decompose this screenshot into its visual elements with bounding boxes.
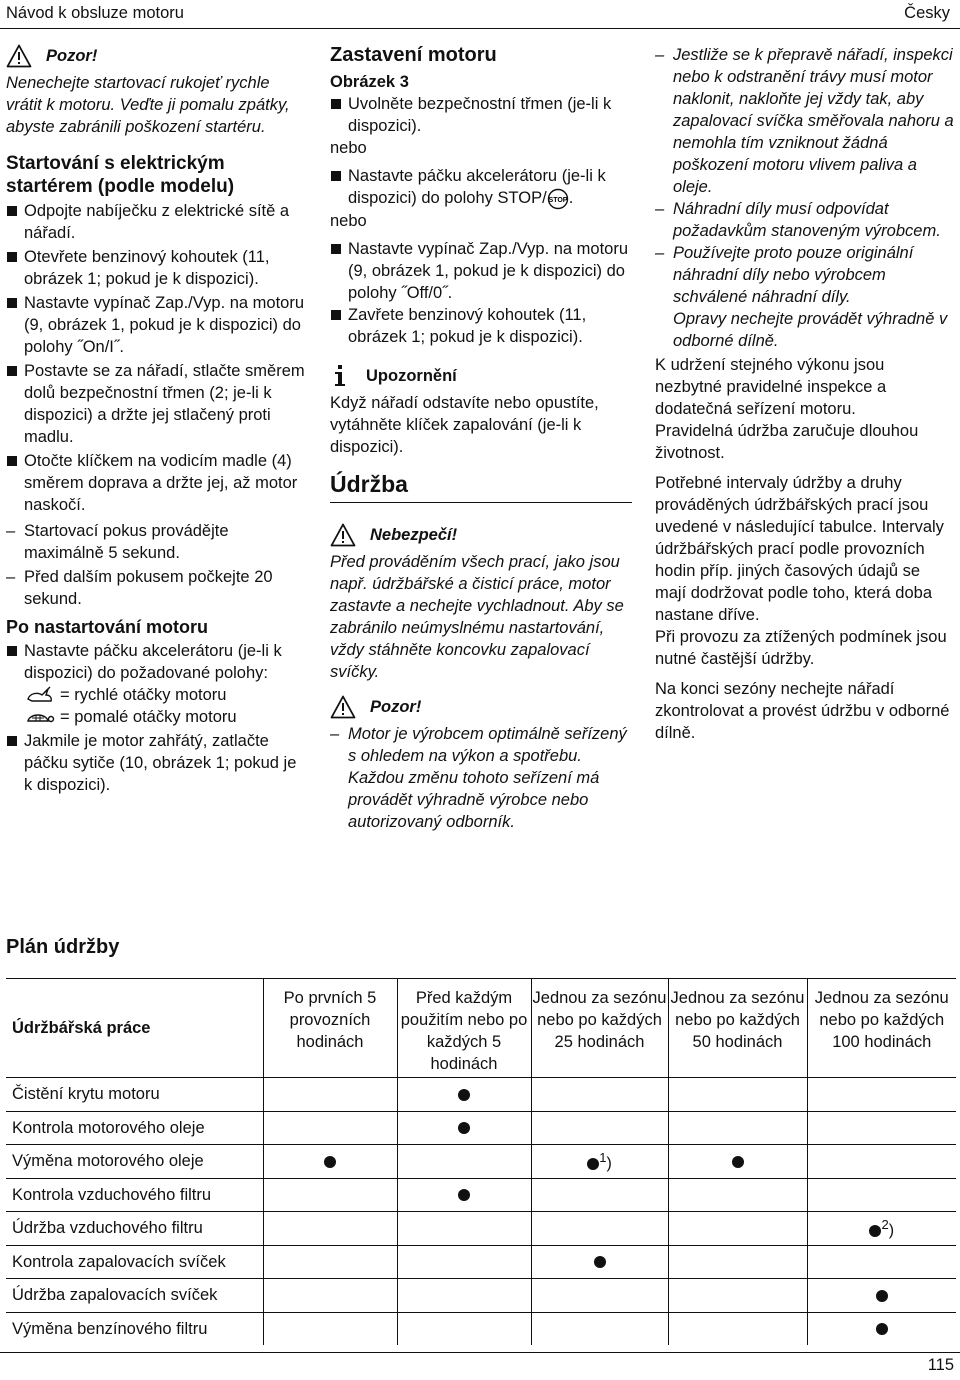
interval-cell	[263, 1178, 397, 1212]
table-row	[6, 1212, 956, 1246]
interval-cell	[397, 1111, 531, 1145]
danger-heading	[330, 523, 632, 547]
column-right	[655, 44, 955, 744]
interval-cell	[263, 1111, 397, 1145]
caution-text: Nenechejte startovací rukojeť rychle vrátit k motoru. Veďte ji pomalu zpátky, abyste zabránili poškození startéru.	[6, 74, 290, 136]
svg-text:STOP: STOP	[548, 196, 568, 204]
note-heading	[330, 364, 632, 388]
info-icon	[330, 364, 350, 388]
step-close-fuel-tap: Zavřete benzinový kohoutek (11, obrázek 1; pokud je k dispozici).	[330, 304, 632, 348]
table-row	[6, 1111, 956, 1145]
stop-engine-heading: Zastavení motoru	[330, 44, 497, 66]
interval-cell	[807, 1111, 956, 1145]
footnote-paren: )	[888, 1222, 895, 1240]
para-harsh-conditions: Při provozu za ztížených podmínek jsou nutné častější údržby.	[655, 628, 947, 668]
maintenance-heading-rule	[330, 502, 632, 503]
task-name: Kontrola motorového oleje	[6, 1111, 263, 1145]
fast-speed-row	[6, 684, 306, 706]
required-dot-icon	[594, 1256, 606, 1268]
note-repairs: Opravy nechejte provádět výhradně v odborné dílně.	[673, 310, 948, 350]
footnote-marker: 2	[881, 1217, 889, 1233]
task-name: Výměna motorového oleje	[6, 1145, 263, 1179]
fast-speed-label: = rychlé otáčky motoru	[60, 686, 227, 704]
para-lifetime: Pravidelná údržba zaručuje dlouhou životnost.	[655, 422, 919, 462]
danger-text: Před prováděním všech prací, jako jsou např. údržbářské a čisticí práce, motor zastavte a nechejte vychladnout. Aby se zabránilo neúmyslnému nastartování, vždy stáhněte koncovku zapalovací svíčky.	[330, 552, 624, 681]
interval-cell	[263, 1078, 397, 1112]
note-original-parts: – Používejte proto pouze originální náhradní díly nebo výrobcem schválené náhradní díly.	[655, 242, 955, 308]
danger-title: Nebezpečí!	[370, 525, 458, 544]
table-row	[6, 1145, 956, 1179]
task-name: Kontrola vzduchového filtru	[6, 1178, 263, 1212]
maintenance-plan-title: Plán údržby	[6, 936, 120, 958]
interval-cell	[531, 1245, 668, 1279]
interval-cell	[531, 1078, 668, 1112]
interval-cell	[531, 1279, 668, 1313]
caution-triangle-icon	[330, 695, 356, 719]
interval-cell	[807, 1312, 956, 1345]
table-row	[6, 1078, 956, 1112]
maintenance-table	[6, 978, 956, 1345]
step-throttle-stop-end: .	[568, 189, 574, 207]
step-set-throttle: Nastavte páčku akcelerátoru (je-li k dispozici) do požadované polohy:	[6, 640, 306, 684]
caution-title: Pozor!	[46, 47, 98, 65]
interval-cell	[807, 1078, 956, 1112]
footer-divider	[0, 1352, 960, 1353]
stop-icon	[547, 188, 569, 210]
interval-cell	[531, 1178, 668, 1212]
step-release-bail: Uvolněte bezpečnostní třmen (je-li k dispozici).	[330, 93, 632, 137]
interval-cell	[668, 1245, 807, 1279]
note-text: Když nářadí odstavíte nebo opustíte, vytáhněte klíček zapalování (je-li k dispozici).	[330, 393, 599, 456]
table-row	[6, 1279, 956, 1313]
caution2-heading	[330, 695, 632, 719]
step-throttle-stop-text: Nastavte páčku akcelerátoru (je-li k dispozici) do polohy STOP/	[348, 167, 606, 207]
step-turn-key: Otočte klíčkem na vodicím madle (4) směrem doprava a držte jej, až motor naskočí.	[6, 450, 306, 516]
required-dot-icon	[458, 1089, 470, 1101]
interval-cell	[397, 1279, 531, 1313]
interval-cell	[263, 1279, 397, 1313]
rabbit-icon	[24, 685, 56, 705]
or-label-1: nebo	[330, 139, 367, 157]
note-title: Upozornění	[366, 366, 457, 385]
interval-cell	[668, 1111, 807, 1145]
interval-cell	[807, 1178, 956, 1212]
interval-header: Jednou za sezónu nebo po každých 100 hodinách	[807, 979, 956, 1078]
interval-cell	[807, 1145, 956, 1179]
para-season-end: Na konci sezóny nechejte nářadí zkontrolovat a provést údržbu v odborné dílně.	[655, 680, 950, 742]
task-name: Výměna benzínového filtru	[12, 1319, 208, 1338]
required-dot-icon	[732, 1156, 744, 1168]
danger-triangle-icon	[330, 523, 356, 547]
caution2-title: Pozor!	[370, 697, 422, 716]
caution2-item-cont: Každou změnu tohoto seřízení má provádět výhradně výrobce nebo autorizovaný odborník.	[348, 768, 600, 831]
interval-cell	[397, 1312, 531, 1345]
interval-cell	[668, 1178, 807, 1212]
interval-cell	[668, 1212, 807, 1246]
warning-triangle-icon	[6, 44, 32, 68]
column-left	[6, 44, 306, 796]
turtle-icon	[24, 707, 56, 727]
slow-speed-label: = pomalé otáčky motoru	[60, 708, 237, 726]
task-name: Údržba zapalovacích svíček	[6, 1279, 263, 1313]
required-dot-icon	[587, 1158, 599, 1170]
table-row	[6, 1178, 956, 1212]
language-label: Česky	[904, 4, 950, 22]
note-wait-time: – Před dalším pokusem počkejte 20 sekund.	[6, 566, 306, 610]
table-row	[6, 1245, 956, 1279]
task-name: Čistění krytu motoru	[6, 1078, 263, 1112]
interval-cell	[807, 1212, 956, 1246]
table-row	[6, 1312, 956, 1345]
interval-cell	[807, 1245, 956, 1279]
task-name: Údržba vzduchového filtru	[6, 1212, 263, 1246]
step-disconnect-charger: Odpojte nabíječku z elektrické sítě a nářadí.	[6, 200, 306, 244]
interval-header: Před každým použitím nebo po každých 5 hodinách	[397, 979, 531, 1078]
slow-speed-row	[6, 706, 306, 728]
interval-header: Jednou za sezónu nebo po každých 50 hodinách	[668, 979, 807, 1078]
interval-cell	[531, 1145, 668, 1179]
interval-header: Po prvních 5 provozních hodinách	[263, 979, 397, 1078]
interval-cell	[531, 1312, 668, 1345]
step-hold-bail: Postavte se za nářadí, stlačte směrem dolů bezpečnostní třmen (2; je-li k dispozici) a držte jej stlačený proti madlu.	[6, 360, 306, 448]
note-spare-parts: – Náhradní díly musí odpovídat požadavkům stanoveným výrobcem.	[655, 198, 955, 242]
page-number: 115	[927, 1356, 954, 1374]
interval-cell	[531, 1212, 668, 1246]
note-tilt-engine: – Jestliže se k přepravě nářadí, inspekci nebo k odstranění trávy musí motor naklonit, nakloňte jej vždy tak, aby zapalovací svíčka směřovala nahoru a nemohla tím vzniknout žádná poškození motoru vlivem paliva a oleje.	[655, 44, 955, 198]
interval-header: Jednou za sezónu nebo po každých 25 hodinách	[531, 979, 668, 1078]
step-switch-on: Nastavte vypínač Zap./Vyp. na motoru (9, obrázek 1, pokud je k dispozici) do polohy ˝On/I˝.	[6, 292, 306, 358]
required-dot-icon	[869, 1225, 881, 1237]
interval-cell	[397, 1145, 531, 1179]
figure-reference: Obrázek 3	[330, 73, 409, 91]
interval-cell	[531, 1111, 668, 1145]
interval-cell	[668, 1312, 807, 1345]
interval-cell	[397, 1212, 531, 1246]
interval-cell	[263, 1245, 397, 1279]
interval-cell	[668, 1279, 807, 1313]
interval-cell	[397, 1178, 531, 1212]
interval-cell	[397, 1245, 531, 1279]
step-throttle-stop	[330, 165, 632, 210]
note-start-duration: – Startovací pokus provádějte maximálně 5 sekund.	[6, 520, 306, 564]
interval-cell	[263, 1212, 397, 1246]
column-middle	[330, 44, 632, 833]
interval-cell	[807, 1279, 956, 1313]
footnote-paren: )	[606, 1155, 612, 1173]
required-dot-icon	[458, 1189, 470, 1201]
interval-cell	[263, 1145, 397, 1179]
required-dot-icon	[458, 1122, 470, 1134]
step-open-fuel-tap: Otevřete benzinový kohoutek (11, obrázek 1; pokud je k dispozici).	[6, 246, 306, 290]
interval-cell	[668, 1145, 807, 1179]
task-column-header: Údržbářská práce	[6, 979, 263, 1078]
after-start-heading: Po nastartování motoru	[6, 617, 209, 637]
or-label-2: nebo	[330, 211, 367, 230]
required-dot-icon	[324, 1156, 336, 1168]
interval-cell	[668, 1078, 807, 1112]
footnote-marker: 1	[599, 1150, 607, 1166]
maintenance-heading: Údržba	[330, 470, 408, 497]
caution2-item: – Motor je výrobcem optimálně seřízený s ohledem na výkon a spotřebu.	[330, 723, 632, 767]
header-divider	[0, 28, 960, 29]
task-name: Kontrola zapalovacích svíček	[6, 1245, 263, 1279]
interval-cell	[263, 1312, 397, 1345]
interval-cell	[397, 1078, 531, 1112]
caution-heading	[6, 44, 306, 68]
para-inspections: K udržení stejného výkonu jsou nezbytné pravidelné inspekce a dodatečná seřízení motoru.	[655, 356, 887, 418]
step-push-choke: Jakmile je motor zahřátý, zatlačte páčku sytiče (10, obrázek 1; pokud je k dispozici).	[6, 730, 306, 796]
step-switch-off: Nastavte vypínač Zap./Vyp. na motoru (9, obrázek 1, pokud je k dispozici) do polohy ˝Off/0˝.	[330, 238, 632, 304]
para-intervals: Potřebné intervaly údržby a druhy prováděných údržbářských prací jsou uvedené v následující tabulce. Intervaly údržbářských prací podle provozních hodin příp. jiných časových údajů se mají dodržovat podle toho, která doba nastane dříve.	[655, 474, 944, 624]
manual-title: Návod k obsluze motoru	[6, 4, 184, 22]
table-header-row	[6, 979, 956, 1078]
required-dot-icon	[876, 1323, 888, 1335]
electric-start-heading: Startování s elektrickým startérem (podle modelu)	[6, 153, 235, 197]
required-dot-icon	[876, 1290, 888, 1302]
